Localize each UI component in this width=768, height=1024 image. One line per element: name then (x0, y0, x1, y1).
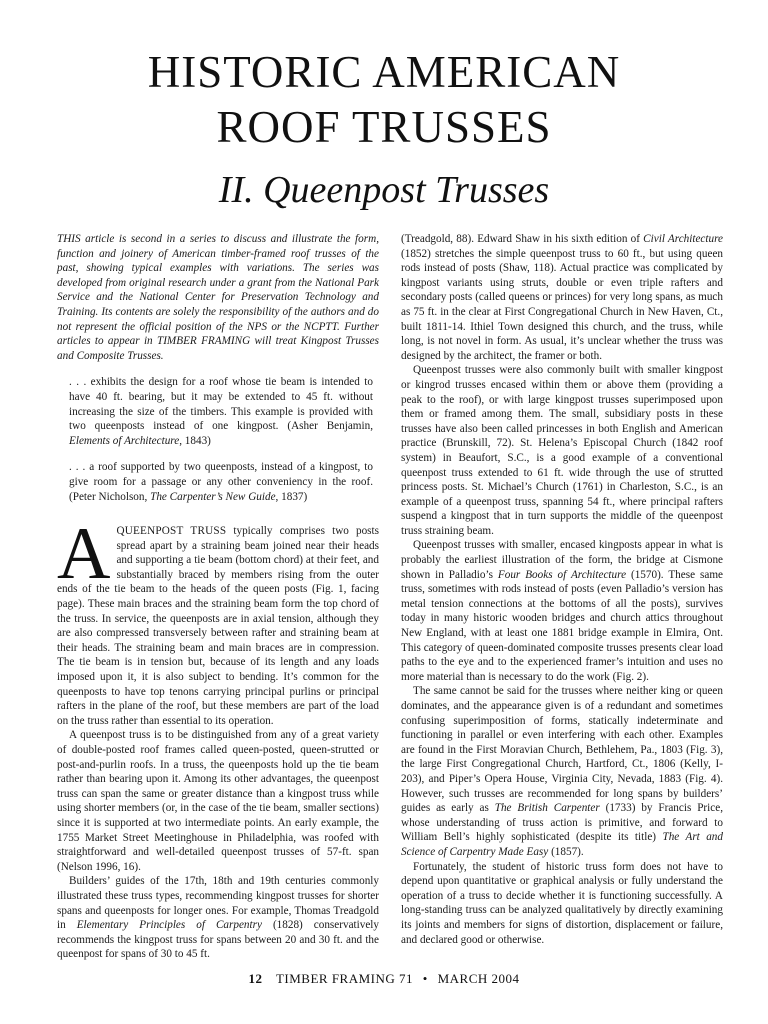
body-paragraph-6-b: (1570). These same truss, sometimes with rods instead of posts (even Palladio’s version has metal tension connections at the bottoms of all the posts), survives today in many historic wooden bridges and church attics throughout New England, with at least one 1881 bridge example in Elmira, Ont. This category of queen-dominated composite trusses presents clear load paths to the eye and to the experienced framer’s intuition and uses no more material than is necessary to do the work (Fig. 2). (401, 568, 723, 683)
body-paragraph-6-a: Queenpost trusses with smaller, encased kingposts appear in what is probably the earliest illustration of the form, the bridge at Cismone shown in Palladio’s (401, 539, 723, 581)
body-paragraph-6 (401, 538, 723, 684)
body-paragraph-1 (57, 513, 379, 728)
body-paragraph-4 (401, 232, 723, 363)
body-paragraph-5: Queenpost trusses were also commonly built with smaller kingpost or kingrod trusses encased within them or above them (providing a peak to the roof), or with large kingpost trusses superimposed upon them or framed among them. The small, subsidiary posts in these trusses have also been called princesses in both English and American practice (Brunskill, 72). St. Helena’s Episcopal Church (1842 roof system) in Beaufort, S.C., is a good example of a conventional queenpost truss extended to 61 ft. wide through the use of strutted princess posts. St. Michael’s Church (1761) in Charleston, S.C., is an example of a queenpost truss, spanning 54 ft., where principal rafters suspend a kingpost that in turn supports the middle of the queenpost truss straining beam. (401, 364, 723, 537)
body-paragraph-7-source-1: The British Carpenter (494, 802, 600, 815)
drop-cap: A (57, 513, 111, 596)
body-paragraph-7 (401, 684, 723, 859)
title-line-2: ROOF TRUSSES (216, 102, 552, 152)
issue-date: MARCH 2004 (437, 971, 520, 986)
quote-1-tail: , 1843) (179, 434, 211, 447)
body-paragraph-7-b: (1733) by Francis Price, whose understanding of truss action is primitive, and forward to William Bell’s highly sophisticated (despite its title) (401, 802, 723, 844)
body-paragraph-3-source: Elementary Principles of Carpentry (76, 919, 262, 932)
page-number: 12 (248, 971, 263, 986)
quote-2-tail: , 1837) (275, 490, 308, 503)
journal-name: TIMBER FRAMING 71 (275, 971, 414, 986)
body-paragraph-7-source-2: The Art and Science of Carpentry Made Easy (401, 831, 723, 858)
article-subtitle: II. Queenpost Trusses (218, 169, 550, 211)
page-footer (0, 971, 768, 987)
body-paragraph-3 (57, 874, 379, 962)
body-paragraph-4-b: (1852) stretches the simple queenpost truss to 60 ft., but using queen rods instead of posts (Shaw, 118). Actual practice was complicated by kingpost variants using struts, double or even triple rafters and secondary posts (called queens or princes) for very long spans, as much as 75 ft. in the clear at First Congregational Church in New Haven, Ct., built 1811-14. Ithiel Town designed this church, and the truss, while long, is not novel in form. As usual, it’s unclear whether the truss was designed by the architect, the framer or both. (401, 247, 723, 362)
body-paragraph-7-c: (1857). (548, 845, 584, 858)
quote-1-text: . . . exhibits the design for a roof whose tie beam is intended to have 40 ft. bearing, but it may be extended to 45 ft. without increasing the size of the timbers. This example is provided with two queenposts instead of one kingpost. (Asher Benjamin, (69, 376, 373, 433)
quote-1-source: Elements of Architecture (69, 434, 180, 447)
quote-2-text: . . . a roof supported by two queenposts, instead of a kingpost, to give room for a passage or any other conveniency in the roof. (Peter Nicholson, (69, 461, 373, 503)
body-paragraph-1-text: typically comprises two posts spread apart by a straining beam joined near their heads and supporting a tie beam (bottom chord) at their feet, and substantially braced by members rising from the outer ends of the tie beam to the heads of the queen posts (Fig. 1, facing page). These main braces and the straining beam form the top chord of the truss. In service, the queenposts are in axial tension, although they are also compressed transversely between rafter and straining beam at their heads. The straining beam and main braces are in compression. The tie beam is in tension but, because of its length and any loads imposed upon it, it is also subject to bending. It’s common for the queenposts to have top tenons carrying principal purlins or principal rafters in the plane of the roof, but these members are part of the load on the truss rather than essential to its operation. (57, 525, 379, 727)
right-column (401, 232, 723, 947)
footer-bullet: • (422, 971, 428, 986)
title-line-1: HISTORIC AMERICAN (147, 47, 621, 97)
body-paragraph-4-source: Civil Architecture (643, 233, 724, 245)
epigraph-quote-2 (69, 460, 373, 504)
body-paragraph-2: A queenpost truss is to be distinguished from any of a great variety of double-posted roof frames called queen-posted, queen-strutted or post-and-purlin roofs. In a truss, the queenposts hold up the tie beam rather than bearing upon it. Among its other advantages, the queenpost truss can span the same or greater distance than a kingpost truss while using shorter members (or, in the case of the tie beam, smaller sections) since it is supported at two intermediate points. An early example, the 1755 Market Street Meetinghouse in Philadelphia, was roofed with straightforward and well-detailed queenpost trusses of 57-ft. span (Nelson 1996, 16). (57, 729, 379, 873)
quote-2-source: The Carpenter’s New Guide (150, 490, 276, 503)
body-paragraph-3-b: (1828) conservatively recommends the kingpost truss for spans between 20 and 30 ft. and the queenpost for spans of 30 to 45 ft. (57, 919, 380, 961)
body-paragraph-8: Fortunately, the student of historic truss form does not have to depend upon quantitative or graphical analysis or fully understand the operation of a truss to decide whether it is functioning successfully. A long-standing truss can be analyzed qualitatively by directly examining its joints and members for signs of distortion, displacement or failure, and declared good or otherwise. (401, 860, 723, 946)
intro-paragraph: THIS article is second in a series to discuss and illustrate the form, function and joinery of American timber-framed roof trusses of the past, showing typical examples with variations. The series was developed from original research under a grant from the National Park Service and the National Center for Preservation Technology and Training. Its contents are solely the responsibility of the authors and do not represent the official position of the NPS or the NCPTT. Further articles to appear in TIMBER FRAMING will treat Kingpost Trusses and Composite Trusses. (57, 233, 379, 362)
lead-in-smallcaps: QUEENPOST TRUSS (116, 525, 227, 538)
body-paragraph-6-source: Four Books of Architecture (497, 568, 627, 581)
epigraph-quote-1 (69, 375, 373, 448)
body-paragraph-7-a: The same cannot be said for the trusses where neither king or queen dominates, and the appearance given is of a redundant and sometimes confusing superimposition of forms, statically indeterminate and functioning in parallel or even interfering with each other. Examples are found in the First Moravian Church, Bethlehem, Pa., 1803 (Fig. 3), the large First Congregational Church, Hartford, Ct., 1806 (Kelly, I-203), and Piper’s Opera House, Virginia City, Nevada, 1883 (Fig. 4). However, such trusses are recommended for long spans by builders’ guides as early as (401, 685, 723, 815)
body-paragraph-4-a: (Treadgold, 88). Edward Shaw in his sixth edition of (401, 233, 644, 245)
body-paragraph-3-a: Builders’ guides of the 17th, 18th and 19th centuries commonly illustrated these truss types, recommending kingpost trusses for shorter spans and queenposts for longer ones. For example, Thomas Treadgold in (57, 875, 379, 932)
left-column (57, 232, 379, 962)
